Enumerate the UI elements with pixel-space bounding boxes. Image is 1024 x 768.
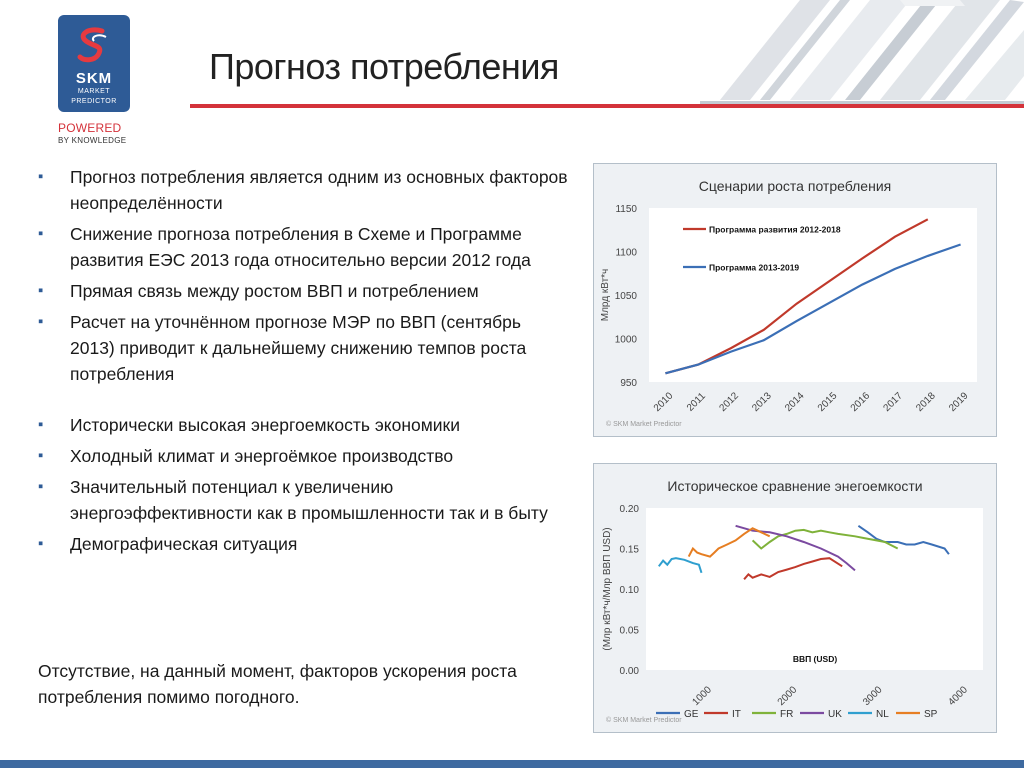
x-tick-label: 2019 [947, 390, 971, 414]
x-tick-label: 1000 [690, 684, 714, 708]
company-logo [58, 15, 130, 112]
bullet-item: ▪ Демографическая ситуация [38, 531, 568, 557]
y-axis-label: Млрд кВт*ч [600, 268, 611, 322]
y-tick-label: 0.05 [619, 625, 639, 637]
header-gray-rule [700, 101, 1024, 104]
legend-label: NL [876, 709, 889, 720]
logo-tagline-1: POWERED [58, 121, 122, 135]
logo-line-1: MARKET [77, 88, 111, 95]
x-tick-label: 2018 [914, 390, 938, 414]
energy-intensity-svg [594, 464, 996, 732]
x-tick-label: 2017 [881, 390, 905, 414]
x-tick-label: 2014 [783, 390, 807, 414]
y-tick-label: 950 [620, 378, 637, 389]
x-tick-label: 2016 [848, 390, 873, 414]
x-tick-label: 2012 [717, 390, 741, 414]
bullet-item: ▪ Прогноз потребления является одним из основных факторов неопределённости [38, 164, 568, 216]
bullet-item: ▪ Снижение прогноза потребления в Схеме и Программе развития ЕЭС 2013 года относительно версии 2012 года [38, 221, 568, 273]
legend-label: UK [828, 709, 842, 720]
y-tick-label: 1150 [615, 204, 637, 215]
legend-label: Программа развития 2012-2018 [709, 224, 841, 235]
chart-footnote: © SKM Market Predictor [606, 717, 682, 724]
legend-label: Программа 2013-2019 [709, 262, 800, 273]
logo-line-2: PREDICTOR [71, 98, 117, 105]
logo-swirl-icon [58, 21, 130, 73]
bullet-item: ▪ Холодный климат и энергоёмкое производство [38, 443, 568, 469]
x-tick-label: 2015 [815, 390, 840, 414]
bullet-item: ▪ Исторически высокая энергоемкость экономики [38, 412, 568, 438]
x-tick-label: 3000 [861, 684, 885, 708]
y-tick-label: 1000 [614, 334, 637, 346]
legend-label: IT [732, 709, 741, 720]
x-tick-label: 4000 [946, 684, 970, 708]
x-tick-label: 2010 [651, 390, 676, 414]
logo-brand: SKM [75, 70, 113, 87]
y-tick-label: 0.20 [619, 504, 639, 515]
conclusion-text: Отсутствие, на данный момент, факторов ускорения роста потребления помимо погодного. [38, 661, 517, 707]
y-tick-label: 0.15 [619, 544, 639, 556]
legend-label: FR [780, 709, 794, 720]
x-tick-label: 2013 [750, 390, 774, 414]
consumption-scenarios-svg [594, 164, 996, 436]
footer-bar [0, 760, 1024, 768]
energy-intensity-chart [593, 463, 997, 733]
x-tick-label: 2000 [775, 684, 800, 708]
diagonal-stripes [720, 0, 1024, 100]
y-tick-label: 0.10 [619, 585, 639, 596]
bullet-item: ▪ Значительный потенциал к увеличению энергоэффективности как в промышленности так и в быту [38, 474, 568, 526]
consumption-scenarios-chart [593, 163, 997, 437]
header-red-rule [190, 104, 1024, 108]
y-tick-label: 1050 [614, 291, 637, 302]
bullet-list [38, 164, 568, 562]
page-title: Прогноз потребления [209, 46, 559, 87]
legend-label: SP [924, 709, 938, 720]
chart-title: Историческое сравнение энегоемкости [667, 478, 923, 494]
y-tick-label: 0.00 [619, 666, 639, 677]
chart-title: Сценарии роста потребления [698, 178, 892, 194]
bullet-item: ▪ Прямая связь между ростом ВВП и потреблением [38, 278, 568, 304]
x-tick-label: 2011 [684, 390, 708, 414]
chart-footnote: © SKM Market Predictor [606, 421, 682, 428]
logo-tagline-2: BY KNOWLEDGE [58, 136, 127, 145]
y-tick-label: 1100 [615, 247, 637, 259]
legend-label: GE [684, 709, 699, 720]
y-axis-label: (Млр кВт*ч/Млр ВВП USD) [602, 527, 613, 651]
bullet-item: ▪ Расчет на уточнённом прогнозе МЭР по ВВП (сентябрь 2013) приводит к дальнейшему снижению темпов роста потребления [38, 309, 568, 387]
x-axis-label: ВВП (USD) [792, 654, 838, 664]
